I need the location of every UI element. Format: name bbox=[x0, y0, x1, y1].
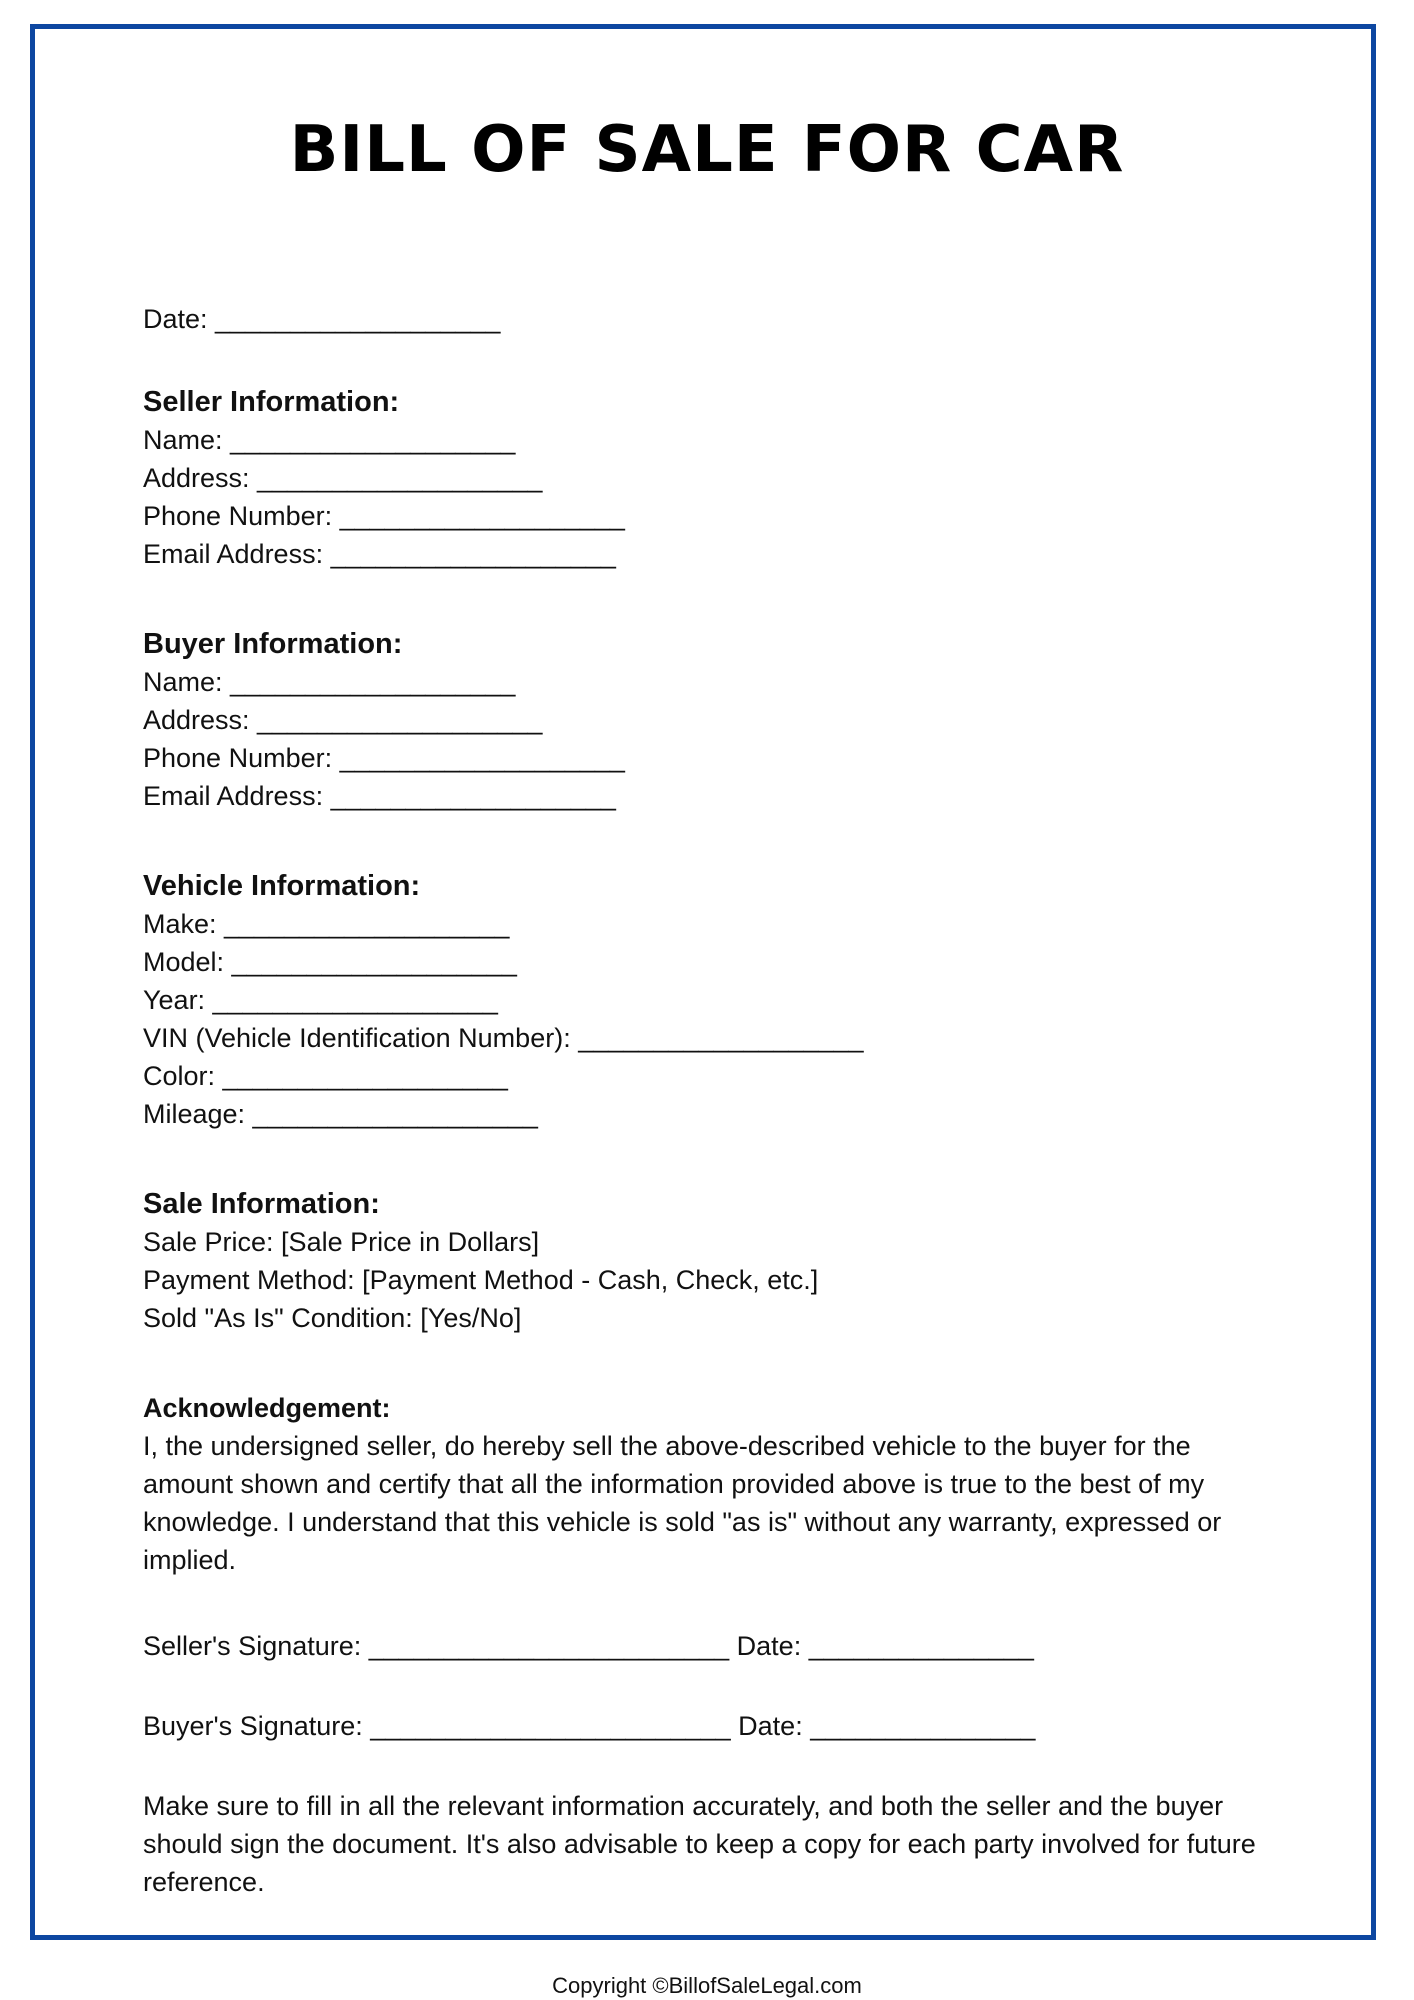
acknowledgement-section bbox=[143, 1389, 1283, 1579]
closing-note: Make sure to fill in all the relevant information accurately, and both the seller and the buyer should sign the document. It's also advisable to keep a copy for each party involved for future reference. bbox=[143, 1791, 1256, 1897]
buyer-heading: Buyer Information: bbox=[143, 628, 403, 660]
buyer-phone-field[interactable]: Phone Number: ___________________ bbox=[143, 743, 625, 773]
buyer-name-field[interactable]: Name: ___________________ bbox=[143, 667, 516, 697]
vehicle-year-field[interactable]: Year: ___________________ bbox=[143, 985, 498, 1015]
vehicle-model-field[interactable]: Model: ___________________ bbox=[143, 947, 517, 977]
sale-section bbox=[143, 1185, 1283, 1337]
seller-section bbox=[143, 383, 1283, 573]
vehicle-heading: Vehicle Information: bbox=[143, 870, 421, 902]
vehicle-color-field[interactable]: Color: ___________________ bbox=[143, 1061, 508, 1091]
as-is-condition-field[interactable]: Sold "As Is" Condition: [Yes/No] bbox=[143, 1303, 522, 1333]
payment-method-field[interactable]: Payment Method: [Payment Method - Cash, Check, etc.] bbox=[143, 1265, 819, 1295]
date-field[interactable]: Date: ___________________ bbox=[143, 304, 501, 334]
seller-heading: Seller Information: bbox=[143, 386, 400, 418]
vehicle-section bbox=[143, 867, 1283, 1133]
seller-address-field[interactable]: Address: ___________________ bbox=[143, 463, 543, 493]
buyer-section bbox=[143, 625, 1283, 815]
copyright-footer: Copyright ©BillofSaleLegal.com bbox=[552, 1973, 862, 1998]
vehicle-mileage-field[interactable]: Mileage: ___________________ bbox=[143, 1099, 538, 1129]
acknowledgement-text: I, the undersigned seller, do hereby sell the above-described vehicle to the buyer for the amount shown and certify that all the information provided above is true to the best of my knowledge. I understand that this vehicle is sold "as is" without any warranty, expressed or implied. bbox=[143, 1431, 1222, 1575]
document-body bbox=[143, 300, 1283, 1901]
seller-signature-field[interactable]: Seller's Signature: ________________________ Date: _______________ bbox=[143, 1631, 1034, 1661]
vehicle-make-field[interactable]: Make: ___________________ bbox=[143, 909, 510, 939]
vehicle-vin-field[interactable]: VIN (Vehicle Identification Number): ___________________ bbox=[143, 1023, 864, 1053]
seller-phone-field[interactable]: Phone Number: ___________________ bbox=[143, 501, 625, 531]
buyer-signature-field[interactable]: Buyer's Signature: ________________________ Date: _______________ bbox=[143, 1711, 1036, 1741]
document-title: BILL OF SALE FOR CAR bbox=[289, 113, 1125, 187]
buyer-address-field[interactable]: Address: ___________________ bbox=[143, 705, 543, 735]
acknowledgement-heading: Acknowledgement: bbox=[143, 1393, 391, 1423]
seller-email-field[interactable]: Email Address: ___________________ bbox=[143, 539, 616, 569]
sale-heading: Sale Information: bbox=[143, 1188, 380, 1220]
seller-name-field[interactable]: Name: ___________________ bbox=[143, 425, 516, 455]
sale-price-field[interactable]: Sale Price: [Sale Price in Dollars] bbox=[143, 1227, 540, 1257]
buyer-email-field[interactable]: Email Address: ___________________ bbox=[143, 781, 616, 811]
